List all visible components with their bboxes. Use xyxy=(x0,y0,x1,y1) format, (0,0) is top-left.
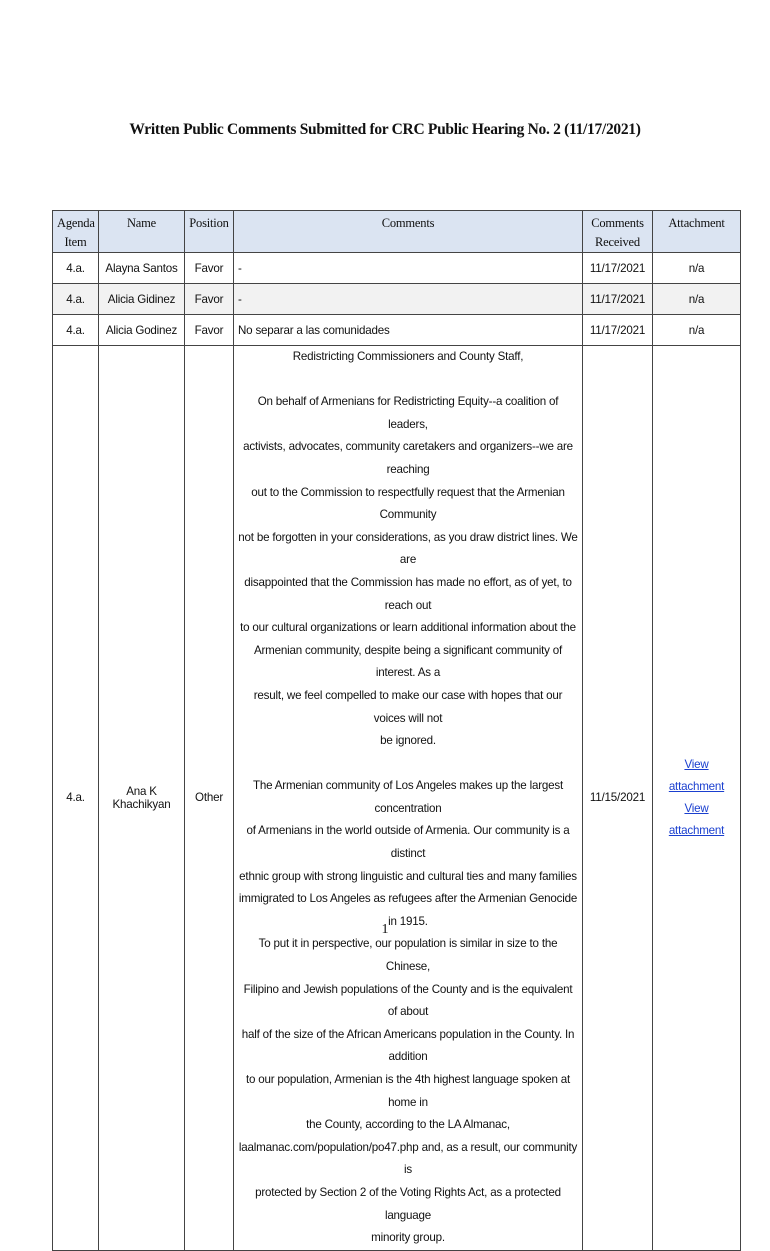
document-title: Written Public Comments Submitted for CRC Public Hearing No. 2 (11/17/2021) xyxy=(129,121,641,138)
comment-line: immigrated to Los Angeles as refugees after the Armenian Genocide in 1915. xyxy=(238,892,578,928)
comment-line: the County, according to the LA Almanac, xyxy=(306,1118,510,1132)
header-comments: Comments xyxy=(234,211,583,253)
agenda-cell: 4.a. xyxy=(53,346,99,1251)
comment-line: Armenian community, despite being a significant community of interest. As a xyxy=(253,643,563,680)
view-attachment-link[interactable]: View attachment xyxy=(668,801,725,837)
comment-line: disappointed that the Commission has made no effort, as of yet, to reach out xyxy=(244,575,572,612)
comment-line: On behalf of Armenians for Redistricting Equity--a coalition of leaders, xyxy=(257,395,559,431)
position-cell: Other xyxy=(185,346,234,1251)
received-cell: 11/17/2021 xyxy=(583,253,653,284)
table-row xyxy=(53,315,741,346)
name-cell: Alayna Santos xyxy=(99,253,185,284)
name-cell: Alicia Gidinez xyxy=(99,284,185,315)
header-attachment: Attachment xyxy=(653,211,741,253)
received-cell: 11/15/2021 xyxy=(583,346,653,1251)
comment-line: protected by Section 2 of the Voting Rights Act, as a protected language xyxy=(255,1185,561,1222)
agenda-cell: 4.a. xyxy=(53,284,99,315)
attachment-cell: n/a xyxy=(653,284,741,315)
comment-line: to our cultural organizations or learn additional information about the xyxy=(240,621,576,635)
comment-line: out to the Commission to respectfully request that the Armenian Community xyxy=(251,485,565,522)
name-cell: Alicia Godinez xyxy=(99,315,185,346)
agenda-cell: 4.a. xyxy=(53,253,99,284)
comment-cell: - xyxy=(234,284,583,315)
header-position: Position xyxy=(185,211,234,253)
comment-line: be ignored. xyxy=(380,734,436,748)
table-header-row xyxy=(53,211,741,253)
received-cell: 11/17/2021 xyxy=(583,284,653,315)
comment-line: result, we feel compelled to make our case with hopes that our voices will not xyxy=(253,688,563,725)
name-cell: Ana K Khachikyan xyxy=(99,346,185,1251)
view-attachment-link[interactable]: View attachment xyxy=(668,757,725,793)
comment-line: To put it in perspective, our population is similar in size to the Chinese, xyxy=(258,937,558,974)
comment-line: not be forgotten in your considerations, as you draw district lines. We are xyxy=(238,530,578,567)
comment-line: Filipino and Jewish populations of the County and is the equivalent of about xyxy=(243,982,573,1019)
header-name: Name xyxy=(99,211,185,253)
received-cell: 11/17/2021 xyxy=(583,315,653,346)
table-row xyxy=(53,346,741,1251)
comment-paragraph xyxy=(238,775,578,1249)
comment-line: ethnic group with strong linguistic and cultural ties and many families xyxy=(239,869,577,883)
comment-line: Redistricting Commissioners and County Staff, xyxy=(292,350,524,363)
comment-line: activists, advocates, community caretakers and organizers--we are reaching xyxy=(243,440,573,476)
comment-cell: No separar a las comunidades xyxy=(234,315,583,346)
position-cell: Favor xyxy=(185,284,234,315)
header-agenda-item: Agenda Item xyxy=(53,211,99,253)
table-row xyxy=(53,284,741,315)
comment-line: minority group. xyxy=(371,1231,445,1245)
page-number: 1 xyxy=(381,922,389,937)
position-cell: Favor xyxy=(185,315,234,346)
comment-paragraph xyxy=(238,391,578,753)
attachment-cell: n/a xyxy=(653,315,741,346)
header-comments-received: Comments Received xyxy=(583,211,653,253)
comment-line: of Armenians in the world outside of Armenia. Our community is a distinct xyxy=(246,824,570,861)
attachment-cell xyxy=(653,346,741,1251)
comment-line: to our population, Armenian is the 4th highest language spoken at home in xyxy=(245,1073,571,1109)
position-cell: Favor xyxy=(185,253,234,284)
comment-line: The Armenian community of Los Angeles makes up the largest concentration xyxy=(253,779,563,815)
comment-cell: - xyxy=(234,253,583,284)
comment-paragraph xyxy=(238,346,578,369)
table-row xyxy=(53,253,741,284)
comment-line: half of the size of the African Americans population in the County. In addition xyxy=(241,1027,575,1064)
agenda-cell: 4.a. xyxy=(53,315,99,346)
attachment-cell: n/a xyxy=(653,253,741,284)
comment-line: laalmanac.com/population/po47.php and, as a result, our community is xyxy=(238,1140,578,1177)
comment-cell xyxy=(234,346,583,1251)
comments-table xyxy=(52,210,741,1251)
